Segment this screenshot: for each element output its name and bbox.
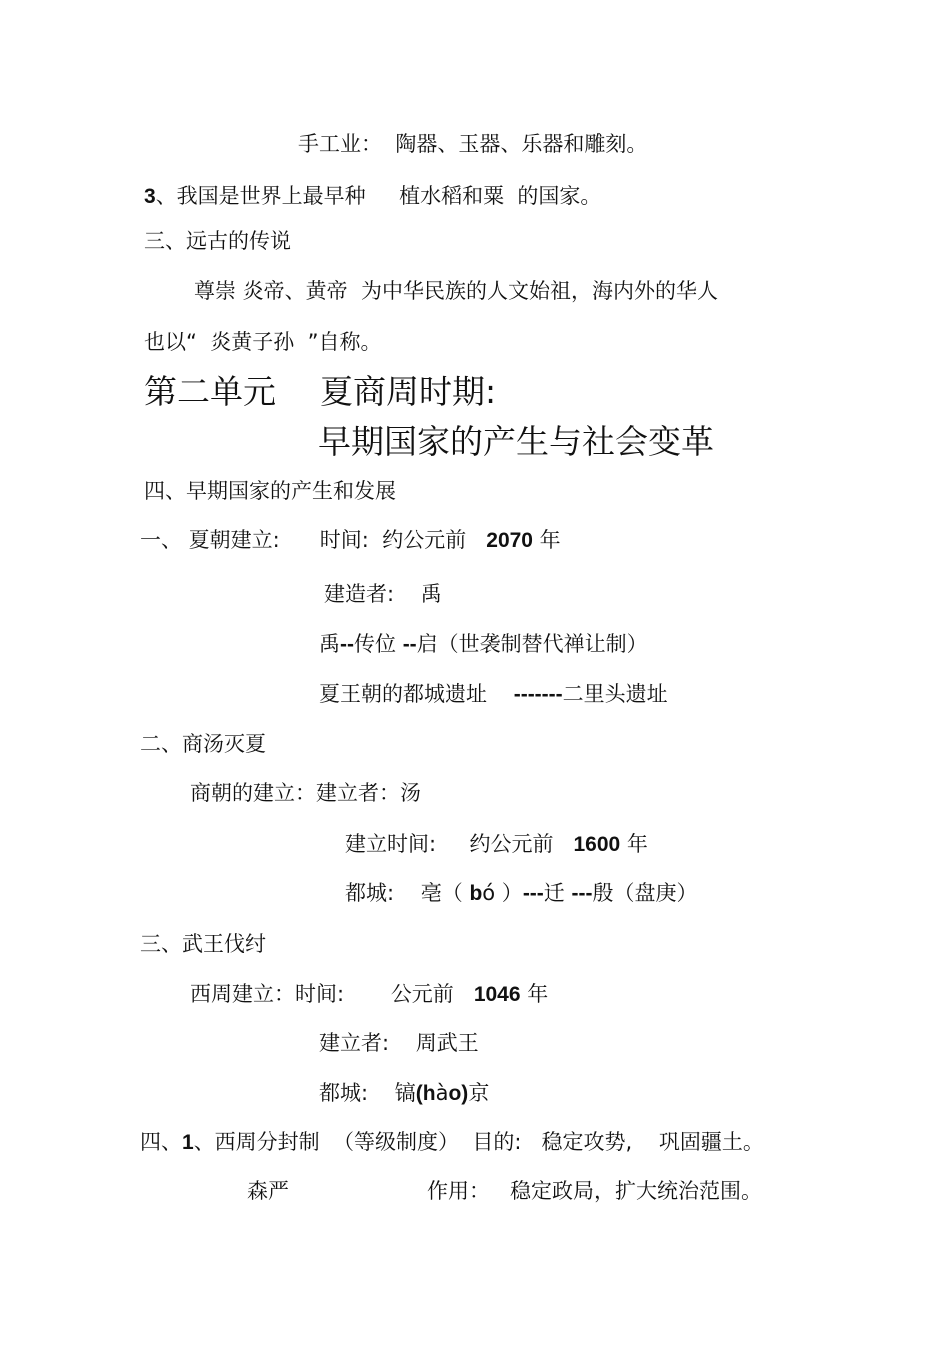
section-heading-shang: 二、商汤灭夏 — [140, 732, 266, 756]
shang-time-text: 建立时间: 约公元前 — [345, 832, 574, 856]
pinyin: o) — [448, 1082, 469, 1105]
rice-line — [144, 182, 601, 211]
succession-line — [319, 630, 648, 659]
handicraft-line: 手工业： 陶器、玉器、乐器和雕刻。 — [298, 132, 648, 156]
dash: --- — [522, 882, 544, 905]
dash: -- — [340, 633, 354, 656]
section-heading-early-states: 四、早期国家的产生和发展 — [144, 479, 396, 503]
capital-text: 都城: 亳（ — [345, 881, 470, 905]
xia-capital-site-line — [319, 680, 668, 709]
unit-number: 第二单元 — [144, 372, 276, 411]
xia-founder-line: 建造者: 禹 — [324, 582, 442, 606]
succession-text: 传位 — [354, 632, 403, 656]
dash: -- — [402, 633, 417, 656]
section-heading-zhou: 三、武王伐纣 — [140, 932, 266, 956]
succession-text: 禹 — [319, 632, 340, 656]
zhou-founder-line: 建立者: 周武王 — [319, 1031, 479, 1055]
dash: ------- — [513, 683, 563, 706]
capital-text: 京 — [468, 1081, 490, 1105]
year-unit: 年 — [620, 832, 648, 856]
strict-label: 森严 — [247, 1179, 289, 1203]
feudal-effect-line: 作用： 稳定政局，扩大统治范围。 — [427, 1179, 763, 1203]
shang-time-line — [345, 830, 648, 859]
pinyin: à — [435, 1081, 449, 1105]
year-unit: 年 — [532, 528, 561, 552]
capital-site-text: 夏王朝的都城遗址 — [319, 682, 514, 706]
rice-text: 、我国是世界上最早种 植水稻和粟 的国家。 — [155, 184, 602, 208]
shang-founder-line: 商朝的建立：建立者：汤 — [190, 781, 421, 805]
zhou-time-text: 西周建立：时间: 公元前 — [190, 982, 474, 1006]
feudal-text: 四、 — [140, 1130, 182, 1154]
unit-title: 夏商周时期: — [320, 372, 497, 411]
feudal-text: 、西周分封制 （等级制度） 目的: 稳定攻势, 巩固疆土。 — [193, 1130, 764, 1154]
capital-site-text: 二里头遗址 — [562, 682, 668, 706]
item-number: 3 — [144, 185, 156, 208]
pinyin: (h — [415, 1082, 436, 1105]
zhou-capital-line — [319, 1079, 489, 1108]
pinyin: b — [469, 882, 483, 905]
legend-paragraph-line-2: 也以“ 炎黄子孙 ”自称。 — [144, 330, 382, 354]
succession-text: 启（世袭制替代禅让制） — [416, 632, 648, 656]
capital-text: 迁 — [543, 881, 572, 905]
shang-capital-line — [345, 879, 697, 908]
capital-text: 都城: 镐 — [319, 1081, 416, 1105]
year-unit: 年 — [520, 982, 549, 1006]
legend-paragraph-line-1: 尊崇 炎帝、黄帝 为中华民族的人文始祖，海内外的华人 — [194, 279, 719, 303]
capital-text: 殷（盘庚） — [592, 881, 698, 905]
zhou-year: 1046 — [473, 983, 521, 1006]
feudal-system-line — [140, 1128, 764, 1157]
item-number: 1 — [182, 1131, 194, 1154]
unit-subtitle: 早期国家的产生与社会变革 — [318, 422, 714, 461]
shang-year: 1600 — [573, 833, 621, 856]
dash: --- — [571, 882, 593, 905]
xia-founding-text: 一、 夏朝建立: 时间: 约公元前 — [140, 528, 487, 552]
zhou-time-line — [190, 980, 548, 1009]
capital-text: ó ） — [482, 881, 523, 905]
section-heading-legends: 三、远古的传说 — [144, 229, 291, 253]
xia-founding-line — [140, 526, 561, 555]
xia-year: 2070 — [486, 529, 533, 552]
